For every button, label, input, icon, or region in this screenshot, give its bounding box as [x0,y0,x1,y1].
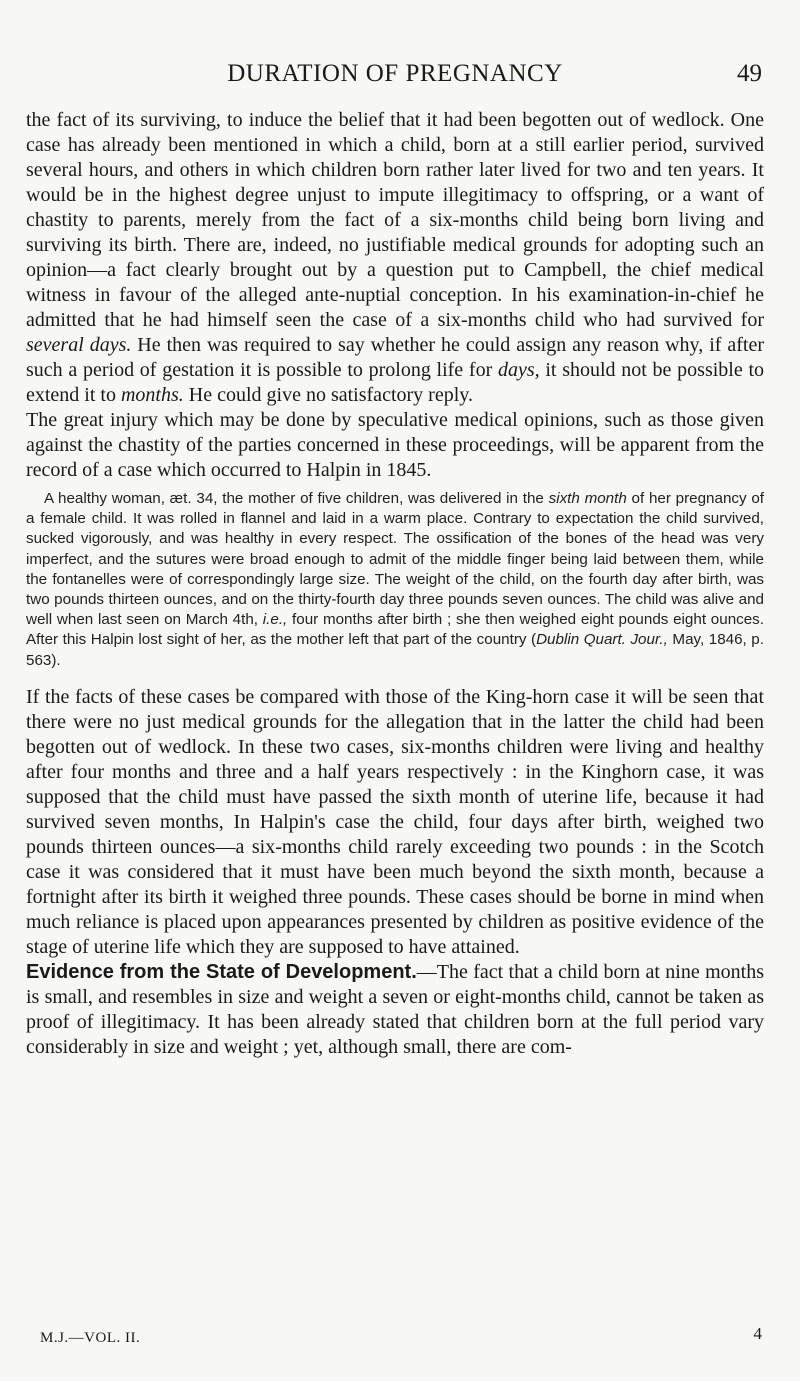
emphasis-days: days, [497,359,540,381]
emphasis-several-days: several days. [26,334,132,356]
quote-part-b: of her pregnancy of a female child. It was rolled in flannel and laid in a warm place. Contrary to expectation the child survived, sucked vigorously, and was healthy in every respect. The ossification of the bones of the head was very imperfect, and the sutures were broad enough to admit of the middle finger being laid between them, while the fontanelles were of correspondingly large size. The weight of the child, on the fourth day after birth, was two pounds thirteen ounces, and on the thirty-fourth day three pounds seven ounces. The child was alive and well when last seen on March 4th, [26,490,764,629]
quote-part-d: May, 1846, p. 563). [26,631,764,669]
paragraph-1-part-a: the fact of its surviving, to induce the belief that it had been begotten out of wedlock. One case has already been mentioned in which a child, born at a still earlier period, survived several hours, and others in which children born rather later lived for two and ten years. It would be in the highest degree unjust to impute illegitimacy to offspring, or a want of chastity to parents, merely from the fact of a six-months child being born living and surviving its birth. There are, indeed, no justifiable medical grounds for adopting such an opinion—a fact clearly brought out by a question put to Campbell, the chief medical witness in favour of the alleged ante-nuptial conception. In his examination-in-chief he admitted that he had himself seen the case of a six-months child who had survived for [26,109,764,331]
signature-number: 4 [753,1324,762,1343]
citation-journal: Dublin Quart. Jour., [536,631,668,649]
case-quotation [26,489,764,671]
emphasis-sixth-month: sixth month [548,490,627,507]
emphasis-months: months. [120,384,184,406]
quote-part-a: A healthy woman, æt. 34, the mother of five children, was delivered in the [44,490,549,507]
paragraph-1-part-d: He could give no satisfactory reply. [183,384,473,406]
paragraph-2: The great injury which may be done by speculative medical opinions, such as those given against the chastity of the parties concerned in these proceedings, will be apparent from the record of a case which occurred to Halpin in 1845. [26,409,764,481]
page-number: 49 [737,60,762,87]
section-heading-inline: Evidence from the State of Development. [26,960,417,983]
running-title: DURATION OF PREGNANCY [227,60,563,87]
quote-part-c: four months after birth ; she then weighed eight pounds eight ounces. After this Halpin lost sight of her, as the mother left that part of the country ( [26,611,765,649]
emphasis-ie: i.e., [262,611,288,629]
paragraph-1 [26,108,764,408]
paragraph-3: If the facts of these cases be compared with those of the King-horn case it will be seen that there were no just medical grounds for the allegation that in the latter the child had been begotten out of wedlock. In these two cases, six-months children were living and healthy after four months and three and a half years respectively : in the Kinghorn case, it was supposed that the child must have passed the sixth month of uterine life, because it had survived seven months, In Halpin's case the child, four days after birth, weighed two pounds thirteen ounces—a six-months child rarely exceeding two pounds : in the Scotch case it was considered that it must have been much beyond the sixth month, because a fortnight after its birth it weighed three pounds. These cases should be borne in mind when much reliance is placed upon appearances presented by children as positive evidence of the stage of uterine life which they are supposed to have attained. [26,685,764,958]
page-header [26,60,764,92]
body-text [26,108,764,1060]
page-footer [26,1324,764,1354]
paragraph-4 [26,960,764,1060]
paragraph-1-part-b: He then was required to say whether he could assign any reason why, if after such a period of gestation it is possible to prolong life for [26,334,764,381]
signature-mark: M.J.—VOL. II. [40,1330,141,1346]
paragraph-4-text: —The fact that a child born at nine months is small, and resembles in size and weight a seven or eight-months child, cannot be taken as proof of illegitimacy. It has been already stated that children born at the full period vary considerably in size and weight ; yet, although small, there are com- [26,960,764,1058]
paragraph-1-part-c: it should not be possible to extend it to [26,359,764,406]
